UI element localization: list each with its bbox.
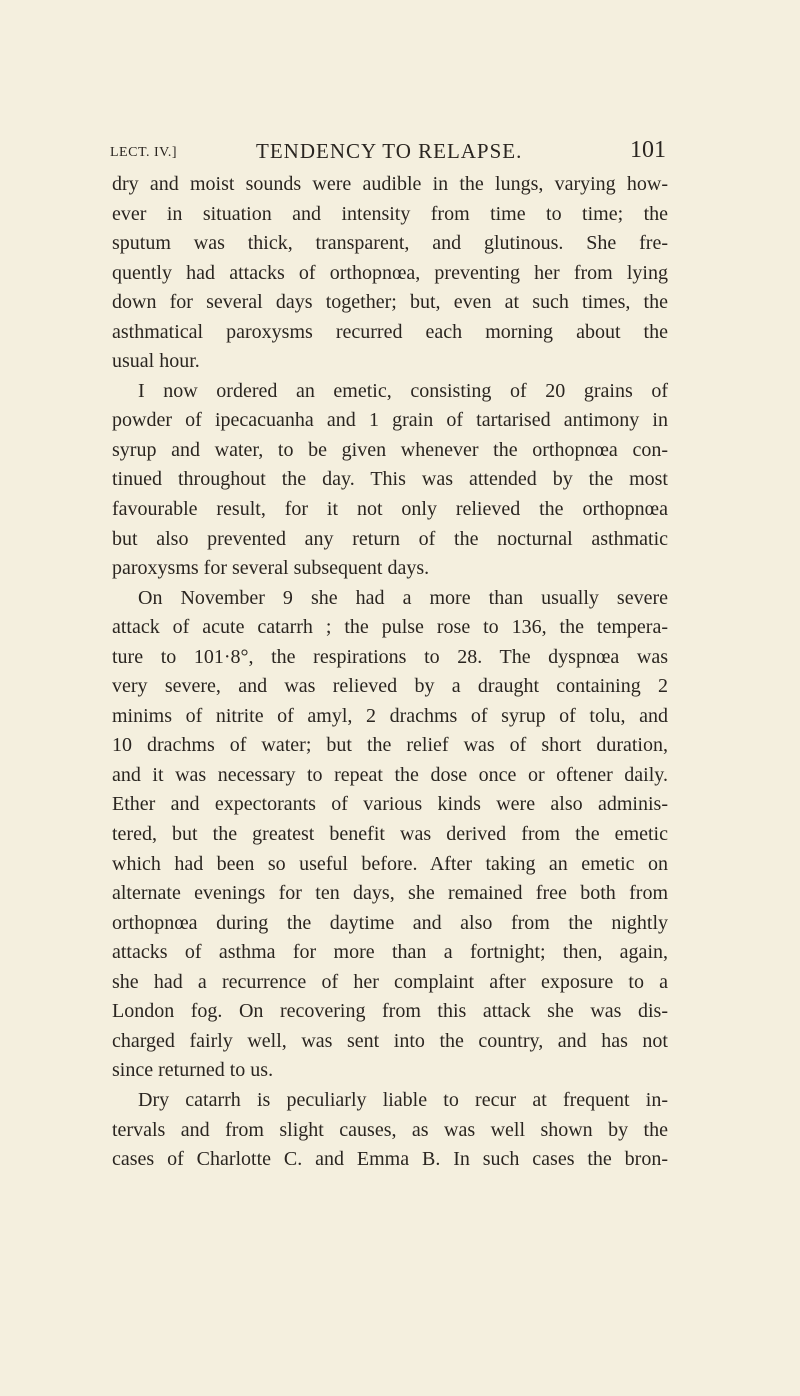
text-line: charged fairly well, was sent into the country, and has not — [112, 1029, 668, 1052]
text-line: she had a recurrence of her complaint after exposure to a — [112, 970, 668, 993]
text-line: Ether and expectorants of various kinds were also adminis- — [112, 793, 668, 816]
text-line: attacks of asthma for more than a fortnight; then, again, — [112, 941, 668, 964]
text-line: Dry catarrh is peculiarly liable to recur at frequent in- — [138, 1088, 668, 1111]
lecture-reference: LECT. IV.] — [110, 145, 178, 160]
text-line: but also prevented any return of the nocturnal asthmatic — [112, 527, 668, 550]
text-line: and it was necessary to repeat the dose once or oftener daily. — [112, 763, 668, 786]
body-text — [112, 170, 668, 1175]
text-line: dry and moist sounds were audible in the lungs, varying how- — [112, 173, 668, 195]
text-line: very severe, and was relieved by a draught containing 2 — [112, 675, 668, 698]
text-line: ever in situation and intensity from time to time; the — [112, 202, 668, 225]
text-line: orthopnœa during the daytime and also from the nightly — [112, 911, 668, 934]
page-number: 101 — [630, 137, 666, 163]
running-head — [110, 139, 666, 169]
text-line: since returned to us. — [112, 1059, 274, 1082]
text-line: sputum was thick, transparent, and glutinous. She fre- — [112, 232, 668, 255]
text-line: paroxysms for several subsequent days. — [112, 557, 430, 580]
running-title: TENDENCY TO RELAPSE. — [256, 139, 523, 163]
text-line: down for several days together; but, even at such times, the — [112, 291, 668, 314]
text-line: tinued throughout the day. This was attended by the most — [112, 468, 668, 491]
text-line: favourable result, for it not only relieved the orthopnœa — [112, 498, 668, 521]
text-line: usual hour. — [112, 350, 200, 373]
text-line: alternate evenings for ten days, she remained free both from — [112, 882, 668, 905]
text-line: ture to 101·8°, the respirations to 28. The dyspnœa was — [112, 645, 668, 668]
text-line: tervals and from slight causes, as was well shown by the — [112, 1118, 668, 1141]
text-line: 10 drachms of water; but the relief was of short duration, — [112, 734, 668, 757]
text-line: attack of acute catarrh ; the pulse rose to 136, the tempera- — [112, 616, 668, 639]
text-line: powder of ipecacuanha and 1 grain of tartarised antimony in — [112, 409, 668, 432]
text-line: tered, but the greatest benefit was derived from the emetic — [112, 823, 668, 846]
text-line: London fog. On recovering from this attack she was dis- — [112, 1000, 668, 1023]
text-line: asthmatical paroxysms recurred each morning about the — [112, 320, 668, 343]
text-line: On November 9 she had a more than usually severe — [138, 586, 668, 609]
text-line: cases of Charlotte C. and Emma B. In such cases the bron- — [112, 1148, 668, 1171]
text-line: I now ordered an emetic, consisting of 20 grains of — [138, 379, 668, 402]
text-line: quently had attacks of orthopnœa, preventing her from lying — [112, 261, 668, 284]
text-line: syrup and water, to be given whenever the orthopnœa con- — [112, 438, 668, 461]
text-line: minims of nitrite of amyl, 2 drachms of syrup of tolu, and — [112, 704, 668, 727]
text-line: which had been so useful before. After taking an emetic on — [112, 852, 668, 875]
